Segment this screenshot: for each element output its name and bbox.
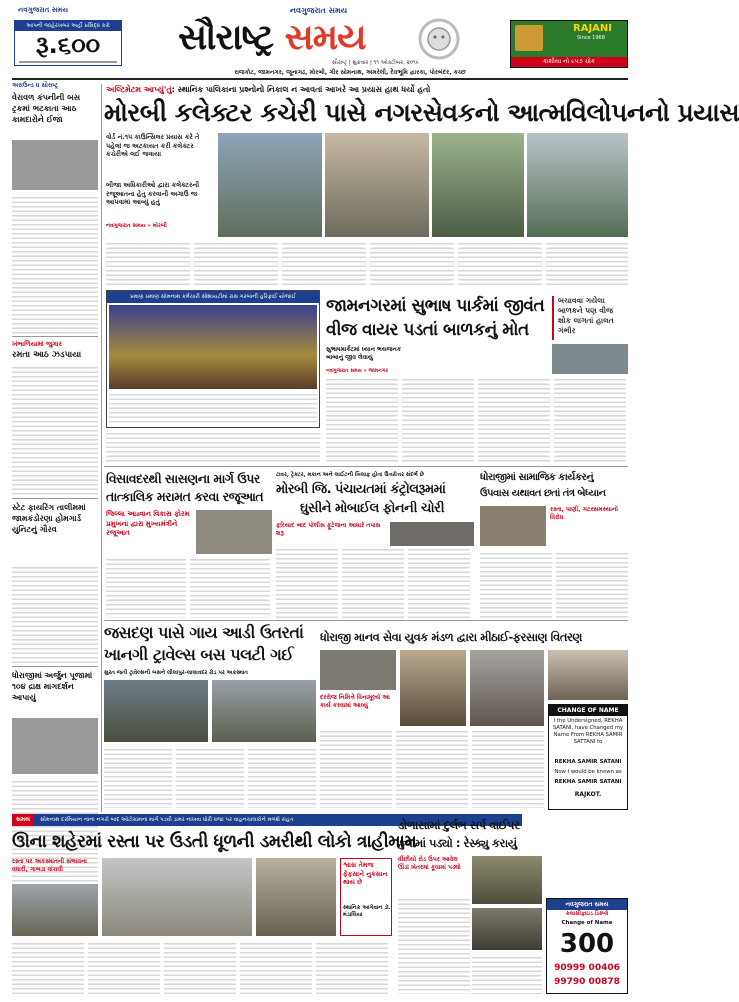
masthead <box>0 0 640 76</box>
rajani-brand: RAJANI <box>573 23 612 34</box>
una-photo-3 <box>256 858 336 936</box>
lead-bullet-2: બીજા અધિકારીઓ દ્વારા કલેક્ટરની રજૂઆતના હેતુ કરવાની અગાઉ જ આપવામાં આવ્યું હતું <box>106 181 200 207</box>
classified-300-ad <box>546 898 628 994</box>
con-title: CHANGE OF NAME <box>549 705 627 716</box>
ad300-price: 300 <box>559 929 615 959</box>
title-saurashtra: સૌરાષ્ટ્ર <box>178 17 274 58</box>
lead-bullets <box>106 133 214 237</box>
jasdan-photo-2 <box>212 680 316 742</box>
una-body <box>12 940 392 994</box>
con-body2: REKHA SAMIR SATANI <box>554 759 622 765</box>
dhoraji2-photo-4 <box>548 650 628 700</box>
una-box-title: શ્વાસ તેમજ ફેફસાને નુકસાન થાય છે <box>343 861 388 886</box>
con-body1: I the Undersigned, REKHA SATANI, have Changed my Name From REKHA SAMIR SATTANI to <box>552 718 624 745</box>
lead-photo-2 <box>325 133 429 237</box>
dhoraji2-sub: દરરોજ નિમિત્તે વિનામૂલ્યે આ કાર્ય કરવામાં આવ્યું <box>320 694 390 709</box>
left-divider-2 <box>12 498 98 499</box>
around-label: અરાઉન્ડ ધ સૌરાષ્ટ્ર <box>12 82 59 89</box>
rajani-since: Since 1968 <box>577 35 605 41</box>
jasdan-headline-2: ખાનગી ટ્રાવેલ્સ બસ પલટી ગઈ <box>104 645 294 664</box>
left-divider-1 <box>12 336 98 337</box>
dolasa-headline-2: કુવામાં પડ્યો : રેસ્ક્યુ કરાયું <box>398 836 517 850</box>
lead-photo-3 <box>432 133 524 237</box>
dhoraji1-sub: રસ્તા, પાણી, ગટરસમસ્યાનો વિરોધ <box>550 506 618 521</box>
lead-kicker-strong: અલ્ટિમેટમ આપ્યું'તું <box>106 85 172 94</box>
jamnagar-headline-1: જામનગરમાં સુભાષ પાર્કમાં જીવંત <box>326 296 545 316</box>
visavadar-sub: જિલ્લા આહ્વાન વિકાસ ફોરમ પ્રમુખના દ્વારા મુખ્યમંત્રીને રજૂઆત <box>106 510 190 537</box>
rajani-product <box>515 25 543 51</box>
jasdan-headline-1: જસદણ પાસે ગાય આડી ઉતરતાં <box>104 623 304 642</box>
dhoraji1-body <box>480 550 628 618</box>
jamnagar-photo <box>552 344 628 374</box>
lead-photo-4 <box>527 133 628 237</box>
dolasa-sub: વીંછીયો રોડ ઉપર આવેલ ઊંડાં ખેતરમાં કૂવામાં પડ્યો <box>398 856 461 871</box>
dhoraji2-body <box>320 728 546 808</box>
left-story1-headline: વેરાવળ કંપનીની બસ ટ્રકમાં ભટકાતા આઠ કામદારોને ઈજા <box>12 93 81 124</box>
lead-bullet-1: વોર્ડ નં.૧૫ કાઉન્સિલર પ્રયાસ કરે તે પહેલાં જ અટકાયત કરી કલેક્ટર કચેરીએ લઈ જવાયા <box>106 133 200 159</box>
con-body5: RAJKOT. <box>574 791 602 798</box>
price-caption: આપની જાહેરખબર અહીં પ્રસિદ્ધ કરો <box>15 21 121 31</box>
morbi-kicker: ટાવર, ટ્રેક્ટર, મકાન અને લાઈટની ખિલાફ હોતા ઉત્તરોત્તર સંદર્ભ છે <box>276 472 424 478</box>
jamnagar-body <box>326 376 628 464</box>
visavadar-photo <box>196 510 272 554</box>
dhoraji2-photo-2 <box>400 650 466 726</box>
dolasa-headline-1: ડોળાસામાં દુર્લભ સર્પ વાઈપર <box>398 818 520 832</box>
visavadar-headline-2: તાત્કાલિક મરામત કરવા રજૂઆત <box>106 489 264 504</box>
masthead-rule <box>12 78 628 80</box>
left-story2-label: ખંભાળિયામાં જુગાર <box>12 340 62 348</box>
jasdan-sub: સુરત જતી ટ્રાવેલ્સની બસને લીલાપુર-લાલાવદર રોડ પર અકસ્માત <box>104 670 248 676</box>
price-box <box>14 20 122 66</box>
con-body3: Now I would be known as <box>554 769 622 775</box>
mid-divider-1 <box>104 466 628 467</box>
left-story1-photo <box>12 140 98 190</box>
jasdan-photo-1 <box>104 680 208 742</box>
ad300-phone1: 90999 00406 <box>554 963 620 973</box>
left-story3-headline: સ્ટેટ ફાયરિંગ તાલીમમાં જામકંડોરણા હોમગાર્ડ યુનિટનું ગૌરવ <box>12 503 86 534</box>
una-photo-1 <box>12 884 98 936</box>
dolasa-photo-1 <box>472 856 542 904</box>
jamnagar-headline-2: વીજ વાયર પડતાં બાળકનું મોત <box>326 320 529 340</box>
dhoraji1-headline-1: ધોરાજીમાં સામાજિક કાર્યકરનું <box>480 472 594 483</box>
garba-photo <box>109 305 317 389</box>
jamnagar-sidebar: બચાવવા ગયેલા બાળકને પણ વીજ શોક લાગતાં હાલત ગંભીર <box>552 296 628 340</box>
lead-headline: મોરબી કલેક્ટર કચેરી પાસે નગરસેવકનો આત્મવિલોપનનો પ્રયાસ <box>104 98 739 127</box>
jamnagar-byline: નવગુજરાત સમય » જામનગર <box>326 368 389 374</box>
dhoraji2-photo-3 <box>470 650 544 726</box>
lead-kicker-rest: : સ્થાનિક પાલિકાના પ્રશ્નોનો નિકાલ ન આવતાં આખરે આ પ્રયાસ હાથ ધર્યો હતો <box>171 85 431 94</box>
jasdan-body <box>104 746 316 808</box>
morbi-headline-1: મોરબી જિ. પંચાયતમાં કંટ્રોલરૂમમાં <box>276 482 446 497</box>
una-strip-text: સોમનાથ દરમિયાન નાના નગરો બાદ ઓટોગ્રામના માર્ગ પડવી ડામર નાખવા ધોરી ધજા પર વાહનચાલકોને મળશે રાહત <box>40 817 294 823</box>
left-story4-headline: ધોરાજીમાં અર્જુન પૂજામાં ૧૦૪ દ્રાક્ષ માગદર્શન આપાયું <box>12 671 93 702</box>
mid-divider-2 <box>104 620 628 621</box>
left-column-rule <box>101 84 102 812</box>
ad300-line: કલાસીફાઇડ ડિસ્પ્લે <box>565 911 609 917</box>
left-story1-body <box>12 194 98 334</box>
ad300-tag: Change of Name <box>561 920 613 926</box>
rajani-ad <box>510 20 628 68</box>
morbi-sub: ફરિયાદ બાદ પોલીસ ફૂટેજના આધારે તપાસ શરૂ <box>276 522 381 537</box>
visavadar-headline-1: વિસાવદરથી સાસણના માર્ગ ઉપર <box>106 471 260 486</box>
lead-kicker <box>106 84 628 96</box>
left-story3-body <box>12 564 98 664</box>
garba-body <box>109 391 317 425</box>
lion-emblem-icon <box>418 18 460 60</box>
morbi-body <box>276 546 474 618</box>
rajani-line: કાશીયા નો ૯૫૭ ચોક <box>511 57 627 67</box>
dhoraji2-headline: ધોરાજી માનવ સેવા યુવક મંડળ દ્વારા મીઠાઈ-ફરસાણ વિતરણ <box>320 630 582 644</box>
con-body4: REKHA SAMIR SATANI <box>554 779 622 785</box>
una-health-box <box>340 858 392 936</box>
change-of-name-ad <box>548 704 628 810</box>
una-strip-label: સમય <box>12 814 34 826</box>
masthead-title <box>178 16 408 60</box>
dhoraji1-photo <box>480 506 546 546</box>
dateline: સૌરાષ્ટ્ર | શુક્રવાર | ૧૧ ઓક્ટોબર, ૨૦૧૯ <box>332 60 419 66</box>
left-story4-photo <box>12 718 98 774</box>
left-divider-3 <box>12 666 98 667</box>
ad300-brand: નવગુજરાત સમય <box>547 899 627 910</box>
dolasa-photo-2 <box>472 908 542 950</box>
una-box-sub: સ્થાનિક આગેવાન ડૉ. મંડાલિયા <box>343 905 391 918</box>
editions-strip: રાજકોટ, જામનગર, જૂનાગઢ, મોરબી, ગીર સોમનાથ, અમરેલી, દેવભૂમિ દ્વારકા, પોરબંદર, કચ્છ <box>234 69 466 76</box>
lead-byline: નવગુજરાત સમય » મોરબી <box>106 223 167 229</box>
una-photo-2 <box>102 858 252 936</box>
title-samay: સમય <box>284 17 366 58</box>
navgujarat-logo-left: નવગુજરાત સમય <box>18 6 69 14</box>
price-tag: રૂ.૬૦૦ <box>35 31 101 59</box>
lead-body <box>106 240 628 288</box>
garba-lower-body <box>106 430 320 464</box>
una-headline: ઊના શહેરમાં રસ્તા પર ઉડતી ધૂળની ડમરીથી લોકો ત્રાહીમામ <box>12 832 417 852</box>
price-footer <box>19 61 117 63</box>
lead-photo-1 <box>218 133 322 237</box>
garba-box <box>106 290 320 428</box>
left-story2-headline: રમતા આઠ ઝડપાયા <box>12 350 82 360</box>
dolasa-body <box>398 896 470 994</box>
una-sub: રસ્તા પર અકસ્માતની સંભાવના વધારી, ગાબડા વાંચવી <box>12 858 87 873</box>
dhoraji1-headline-2: ઉપવાસ યથાવત છતાં તંત્ર બેધ્યાન <box>480 488 606 499</box>
ad300-phone2: 99790 00878 <box>554 977 620 987</box>
garba-caption: પ્રમાણ પ્રમાણ સોમનાથ કર્મચારી સોશાયટીમાં રાસ ગરબાની હરિફાઈ યોજાઈ <box>107 291 319 303</box>
jamnagar-subhead: સુભાષમાર્કેટમાં ધ્યાન ભયજનક બાબાનું જીવ લેવાયું <box>326 346 402 361</box>
sub-brand: નવગુજરાત સમય <box>290 6 348 15</box>
dolasa-body-2 <box>472 954 542 994</box>
morbi-headline-2: ઘુસીને મોબાઈલ ફોનની ચોરી <box>300 501 445 516</box>
dhoraji2-photo-1 <box>320 650 396 690</box>
left-story2-body <box>12 364 98 496</box>
visavadar-body <box>106 556 272 618</box>
